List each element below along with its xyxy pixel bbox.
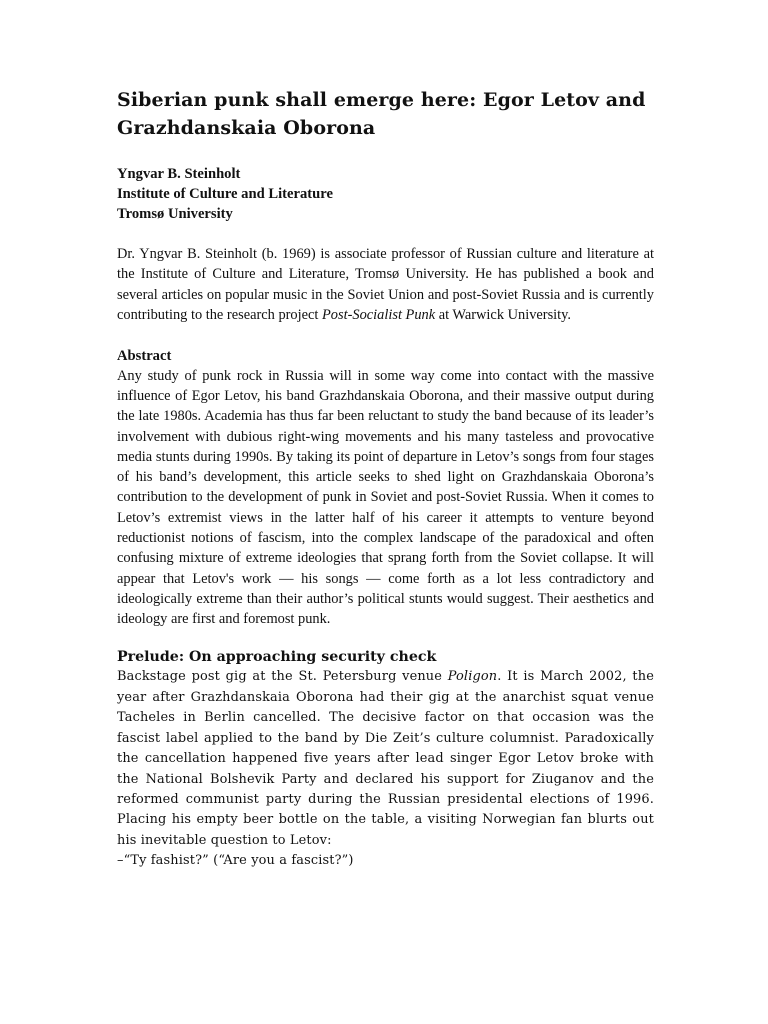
prelude-text-start: Backstage post gig at the St. Petersburg venue — [117, 669, 448, 685]
author-name: Yngvar B. Steinholt — [117, 166, 241, 182]
author-institute: Institute of Culture and Literature — [117, 186, 333, 202]
abstract-heading: Abstract — [117, 347, 172, 364]
author-university: Tromsø University — [117, 206, 233, 222]
prelude-body — [117, 667, 654, 871]
prelude-venue-name: Poligon — [447, 669, 498, 685]
prelude-quote: –“Ty fashist?” (“Are you a fascist?”) — [117, 853, 354, 869]
bio-text-start: Dr. Yngvar B. Steinholt (b. 1969) is associate professor of Russian culture and literature at the Institute of Culture and Literature, Tromsø University. He has published a book and several articles on popular music in the Soviet Union and post-Soviet Russia and is currently contributing to the research project — [117, 246, 654, 324]
article-title: Siberian punk shall emerge here: Egor Letov and Grazhdanskaia Oborona — [117, 89, 646, 139]
bio-text-end: at Warwick University. — [435, 307, 572, 324]
prelude-text-end: . It is March 2002, the year after Grazhdanskaia Oborona had their gig at the anarchist squat venue Tacheles in Berlin cancelled. The decisive factor on that occasion was the fascist label applied to the band by Die Zeit’s culture columnist. Paradoxically the cancellation happened five years after lead singer Egor Letov broke with the National Bolshevik Party and declared his support for Ziuganov and the reformed communist party during the Russian presidental elections of 1996. Placing his empty beer bottle on the table, a visiting Norwegian fan blurts out his inevitable question to Letov: — [117, 669, 654, 848]
prelude-heading: Prelude: On approaching security check — [117, 649, 437, 666]
document-page — [117, 86, 654, 872]
author-block — [117, 164, 654, 224]
bio-project-title: Post-Socialist Punk — [322, 307, 436, 324]
abstract-body: Any study of punk rock in Russia will in some way come into contact with the massive influence of Egor Letov, his band Grazhdanskaia Oborona, and their massive output during the late 1980s. Academia has thus far been reluctant to study the band because of its leader’s involvement with dubious right-wing movements and his many tasteless and provocative media stunts during 1990s. By taking its point of departure in Letov’s songs from four stages of his band’s development, this article seeks to shed light on Grazhdanskaia Oborona’s contribution to the development of punk in Soviet and post-Soviet Russia. When it comes to Letov’s extremist views in the latter half of his career it attempts to venture beyond reductionist notions of fascism, into the complex landscape of the paradoxical and often confusing mixture of extreme ideologies that sprang forth from the Soviet collapse. It will appear that Letov's work — his songs — come forth as a lot less contradictory and ideologically extreme than their author’s political stunts would suggest. Their aesthetics and ideology are first and foremost punk. — [117, 367, 654, 628]
author-bio — [117, 244, 654, 326]
